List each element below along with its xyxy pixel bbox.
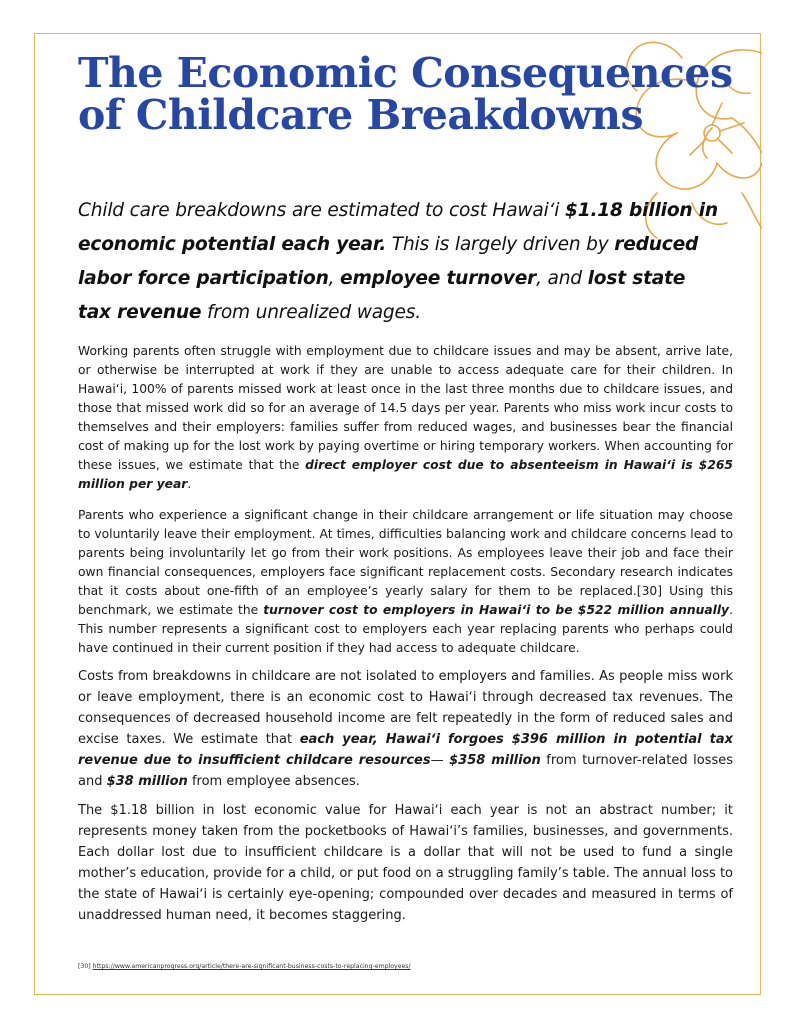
paragraph-absenteeism (78, 342, 733, 494)
paragraph-text: — (430, 753, 450, 768)
footnote-link[interactable]: https://www.americanprogress.org/article/there-are-significant-business-costs-to-replacing-employees/ (92, 963, 411, 970)
paragraph-highlight: $38 million (106, 774, 188, 789)
paragraph-text: Costs from breakdowns in childcare are not isolated to employers and families. As people miss work or leave employment, there is an economic cost to Hawaiʻi through decreased tax revenues. The consequences of decreased household income are felt repeatedly in the form of reduced sales and excise taxes. We estimate that (78, 669, 733, 747)
paragraph-turnover (78, 506, 733, 658)
subtitle-text: This is largely driven by (386, 234, 615, 255)
paragraph-highlight: direct employer cost due to absenteeism in Hawaiʻi is $265 million per year (78, 458, 733, 491)
paragraph-text: from employee absences. (187, 774, 360, 789)
paragraph-text: The $1.18 billion in lost economic value for Hawaiʻi each year is not an abstract number; it represents money taken from the pocketbooks of Hawaiʻi’s families, businesses, and governments. Each dollar lost due to insufficient childcare is a dollar that will not be used to fund a single mother’s education, provide for a child, or put food on a struggling family’s table. The annual loss to the state of Hawaiʻi is certainly eye-opening; compounded over decades and measured in terms of unaddressed human need, it becomes staggering. (78, 803, 733, 923)
subtitle-text: , and (536, 268, 588, 289)
page-title: The Economic Consequences of Childcare Breakdowns (78, 49, 733, 139)
subtitle-highlight: $1.18 billion in economic potential each year. (78, 200, 718, 255)
paragraph-highlight: $358 million (449, 753, 541, 768)
subtitle-highlight: reduced labor force participation (78, 234, 699, 289)
paragraph-highlight: turnover cost to employers in Hawaiʻi to be $522 million annually (263, 603, 730, 617)
paragraph-tax-revenue (78, 666, 733, 792)
footnote (78, 963, 411, 970)
paragraph-text: Parents who experience a significant change in their childcare arrangement or life situation may choose to voluntarily leave their employment. At times, difficulties balancing work and childcare concerns lead to parents being involuntarily let go from their work positions. As employees leave their job and face their own financial consequences, employers face significant replacement costs. Secondary research indicates that it costs about one-fifth of an employee’s yearly salary for them to be replaced.[30] Using this benchmark, we estimate the (78, 508, 733, 617)
subtitle-text: from unrealized wages. (201, 302, 421, 323)
subtitle-text: Child care breakdowns are estimated to cost Hawaiʻi (78, 200, 565, 221)
paragraph-text: . (187, 477, 192, 491)
footnote-marker: [30] (78, 963, 93, 970)
paragraph-conclusion (78, 800, 733, 926)
subtitle-text: , (328, 268, 341, 289)
paragraph-highlight: each year, Hawaiʻi forgoes $396 million in potential tax revenue due to insufficient childcare resources (78, 732, 733, 768)
paragraph-text: Working parents often struggle with employment due to childcare issues and may be absent, arrive late, or otherwise be interrupted at work if they are unable to access adequate care for their children. In Hawaiʻi, 100% of parents missed work at least once in the last three months due to childcare issues, and those that missed work did so for an average of 14.5 days per year. Parents who miss work incur costs to themselves and their employers: families suffer from reduced wages, and businesses bear the financial cost of making up for the lost work by paying overtime or hiring temporary workers. When accounting for these issues, we estimate that the (78, 344, 733, 472)
subtitle-highlight: employee turnover (340, 268, 537, 289)
paragraph-text: from turnover-related losses and (78, 753, 733, 789)
subtitle-highlight: lost state tax revenue (78, 268, 686, 323)
summary-subtitle (78, 194, 718, 330)
paragraph-text: . This number represents a significant cost to employers each year replacing parents who perhaps could have continued in their current position if they had access to adequate childcare. (78, 603, 733, 655)
